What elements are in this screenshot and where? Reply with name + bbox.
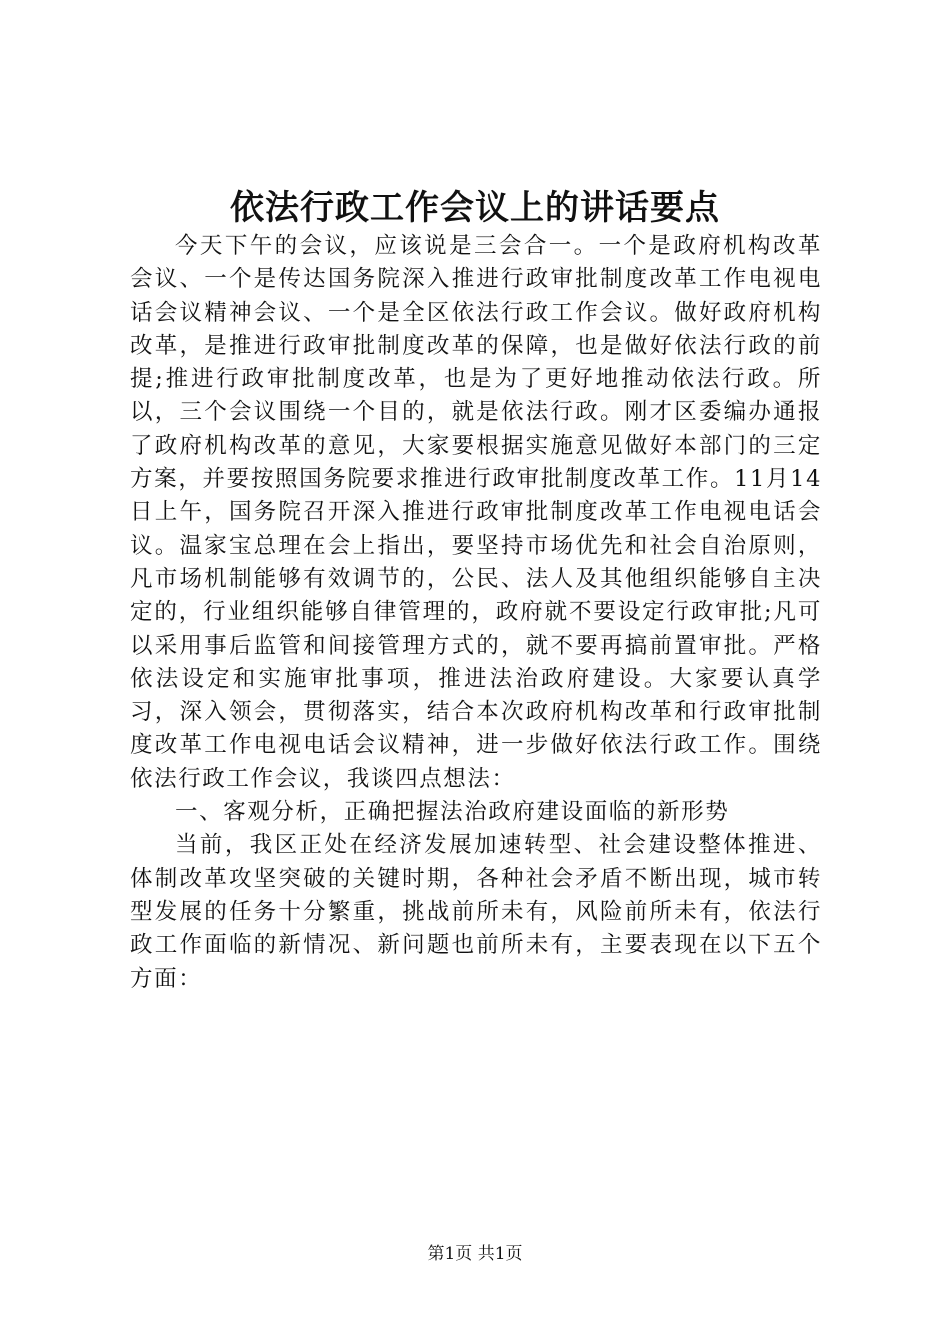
document-title: 依法行政工作会议上的讲话要点 <box>230 188 720 228</box>
paragraph-intro: 今天下午的会议，应该说是三会合一。一个是政府机构改革会议、一个是传达国务院深入推进行政审批制度改革工作电视电话会议精神会议、一个是全区依法行政工作会议。做好政府机构改革，是推进行政审批制度改革的保障，也是做好依法行政的前提;推进行政审批制度改革，也是为了更好地推动依法行政。所以，三个会议围绕一个目的，就是依法行政。刚才区委编办通报了政府机构改革的意见，大家要根据实施意见做好本部门的三定方案，并要按照国务院要求推进行政审批制度改革工作。11月14日上午，国务院召开深入推进行政审批制度改革工作电视电话会议。温家宝总理在会上指出，要坚持市场优先和社会自治原则，凡市场机制能够有效调节的，公民、法人及其他组织能够自主决定的，行业组织能够自律管理的，政府就不要设定行政审批;凡可以采用事后监管和间接管理方式的，就不要再搞前置审批。严格依法设定和实施审批事项，推进法治政府建设。大家要认真学习，深入领会，贯彻落实，结合本次政府机构改革和行政审批制度改革工作电视电话会议精神，进一步做好依法行政工作。围绕依法行政工作会议，我谈四点想法： <box>130 233 822 792</box>
page-footer: 第1页 共1页 <box>427 1244 523 1264</box>
document-body <box>130 230 822 996</box>
paragraph-current-situation: 当前，我区正处在经济发展加速转型、社会建设整体推进、体制改革攻坚突破的关键时期，各种社会矛盾不断出现，城市转型发展的任务十分繁重，挑战前所未有，风险前所未有，依法行政工作面临的新情况、新问题也前所未有，主要表现在以下五个方面： <box>130 832 822 992</box>
section-heading-1: 一、客观分析，正确把握法治政府建设面临的新形势 <box>175 799 730 826</box>
